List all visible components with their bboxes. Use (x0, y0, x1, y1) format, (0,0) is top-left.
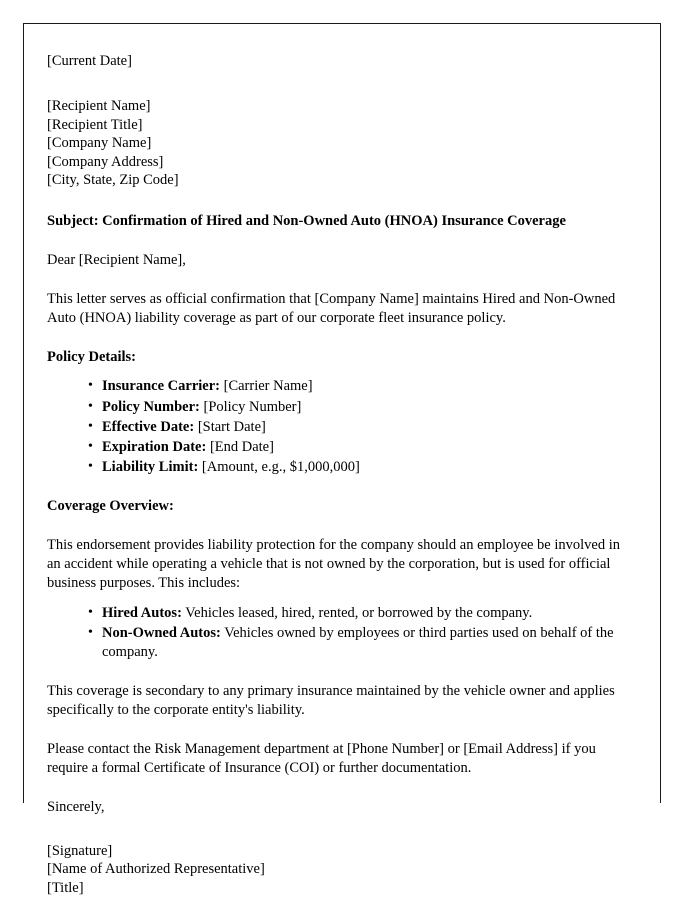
list-item-term: Effective Date: (102, 418, 195, 435)
list-item (88, 624, 637, 662)
coverage-overview-paragraph: This endorsement provides liability protection for the company should an employee be involved in an accident while operating a vehicle that is not owned by the corporation, but is used for official business purposes. This includes: (47, 537, 621, 592)
list-item-value: [Carrier Name] (223, 378, 313, 395)
list-item-term: Liability Limit: (102, 458, 199, 475)
list-item (88, 458, 637, 477)
signature-line: [Signature] (47, 842, 113, 859)
list-item-value: Vehicles leased, hired, rented, or borrowed by the company. (185, 604, 533, 621)
address-line: [Recipient Name] (47, 98, 151, 115)
list-item (88, 604, 637, 623)
address-line: [City, State, Zip Code] (47, 172, 179, 189)
recipient-address-block (47, 97, 637, 190)
salutation: Dear [Recipient Name], (47, 251, 186, 268)
list-item-value: Vehicles owned by employees or third parties used on behalf of the company. (102, 624, 614, 660)
closing-salutation: Sincerely, (47, 799, 105, 816)
list-item-term: Hired Autos: (102, 604, 182, 621)
list-item (88, 418, 637, 437)
signature-block (47, 842, 637, 898)
coverage-types-list (47, 604, 637, 662)
address-line: [Company Address] (47, 153, 164, 170)
document-page (23, 23, 661, 896)
policy-details-heading: Policy Details: (47, 349, 136, 366)
secondary-coverage-paragraph: This coverage is secondary to any primary insurance maintained by the vehicle owner and applies specifically to the corporate entity's liability. (47, 682, 615, 719)
list-item-term: Insurance Carrier: (102, 378, 220, 395)
address-line: [Company Name] (47, 135, 152, 152)
coverage-overview-heading: Coverage Overview: (47, 498, 174, 515)
list-item-value: [Start Date] (197, 418, 266, 435)
address-line: [Recipient Title] (47, 116, 143, 133)
list-item-value: [Amount, e.g., $1,000,000] (201, 458, 360, 475)
subject-line: Subject: Confirmation of Hired and Non-Owned Auto (HNOA) Insurance Coverage (47, 212, 566, 229)
list-item (88, 377, 637, 396)
contact-paragraph: Please contact the Risk Management department at [Phone Number] or [Email Address] if you require a formal Certificate of Insurance (COI) or further documentation. (47, 741, 596, 777)
list-item-term: Non-Owned Autos: (102, 624, 221, 641)
letter-body (47, 52, 637, 897)
list-item-value: [Policy Number] (203, 398, 302, 415)
signature-title-line: [Title] (47, 879, 84, 896)
list-item (88, 398, 637, 417)
list-item-value: [End Date] (209, 438, 274, 455)
policy-details-list (47, 377, 637, 477)
list-item-term: Policy Number: (102, 398, 200, 415)
list-item (88, 438, 637, 457)
list-item-term: Expiration Date: (102, 438, 207, 455)
date-line: [Current Date] (47, 53, 132, 69)
intro-paragraph: This letter serves as official confirmation that [Company Name] maintains Hired and Non-Owned Auto (HNOA) liability coverage as part of our corporate fleet insurance policy. (47, 291, 616, 327)
signature-name-line: [Name of Authorized Representative] (47, 861, 265, 878)
